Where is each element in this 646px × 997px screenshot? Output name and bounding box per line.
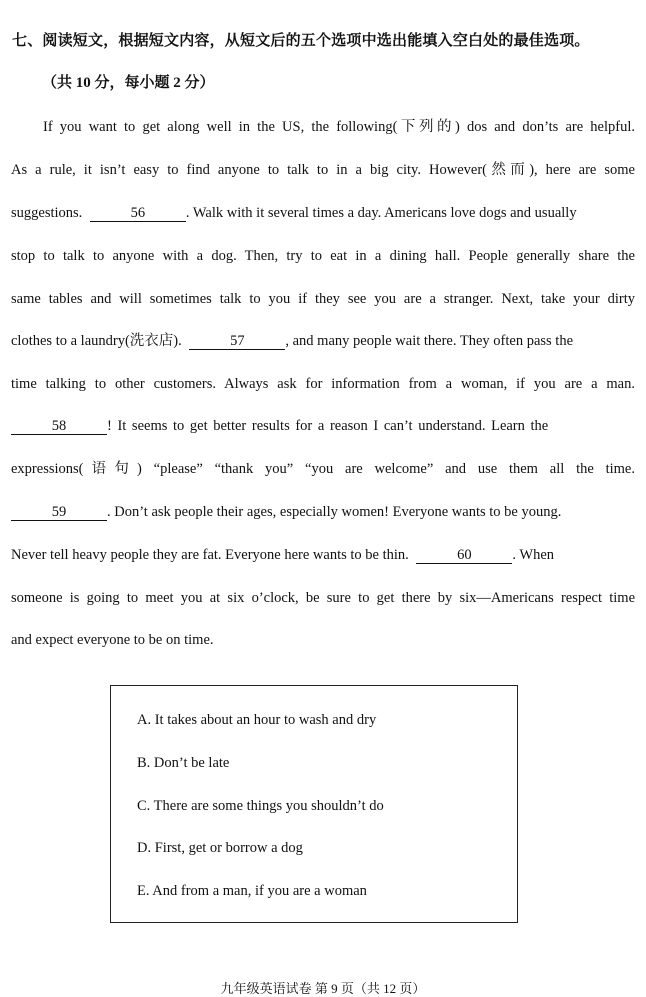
passage-line-9: expressions(语句) “please” “thank you” “you are welcome” and use them all the time. xyxy=(11,461,635,477)
option-e: E. And from a man, if you are a woman xyxy=(137,883,367,899)
passage-line-1 xyxy=(43,117,635,137)
passage-text: If you want to get along well in the US, the following(下列的) dos and don’ts are helpful. xyxy=(43,119,635,135)
section-title: 七、阅读短文，根据短文内容，从短文后的五个选项中选出能填入空白处的最佳选项。 xyxy=(12,33,590,49)
blank-56: 56 xyxy=(90,205,186,222)
option-d: D. First, get or borrow a dog xyxy=(137,840,303,856)
options-box xyxy=(110,685,518,923)
passage-line-4: stop to talk to anyone with a dog. Then, try to eat in a dining hall. People generally share the xyxy=(11,248,635,264)
page-footer: 九年级英语试卷 第 9 页（共 12 页） xyxy=(220,981,426,996)
blank-58: 58 xyxy=(11,418,107,435)
section-score-note: （共 10 分，每小题 2 分） xyxy=(42,75,215,91)
blank-60: 60 xyxy=(416,547,512,564)
passage-line-7: time talking to other customers. Always ask for information from a woman, if you are a man. xyxy=(11,376,635,392)
passage-line-11 xyxy=(11,545,635,565)
passage-text: ! It seems to get better results for a reason I can’t understand. Learn the xyxy=(107,418,549,434)
passage-line-2: As a rule, it isn’t easy to find anyone to talk to in a big city. However(然而), here are some xyxy=(11,162,635,178)
option-c: C. There are some things you shouldn’t do xyxy=(137,798,384,814)
passage-text: . Don’t ask people their ages, especially women! Everyone wants to be young. xyxy=(107,504,562,520)
passage-line-13: and expect everyone to be on time. xyxy=(11,632,214,648)
passage-line-8 xyxy=(11,416,635,436)
blank-59: 59 xyxy=(11,504,107,521)
passage-line-10 xyxy=(11,502,635,522)
passage-text: . When xyxy=(512,547,555,563)
passage-text: , and many people wait there. They often pass the xyxy=(285,333,574,349)
blank-57: 57 xyxy=(189,333,285,350)
passage-text: clothes to a laundry(洗衣店). xyxy=(11,333,182,349)
option-a: A. It takes about an hour to wash and dry xyxy=(137,712,377,728)
passage-text: Never tell heavy people they are fat. Everyone here wants to be thin. xyxy=(11,547,409,563)
passage-line-3 xyxy=(11,203,635,223)
passage-line-6 xyxy=(11,331,635,351)
passage-text: suggestions. xyxy=(11,205,83,221)
passage-line-12: someone is going to meet you at six o’clock, be sure to get there by six—Americans respect time xyxy=(11,590,635,606)
option-b: B. Don’t be late xyxy=(137,755,230,771)
passage-line-5: same tables and will sometimes talk to you if they see you are a stranger. Next, take your dirty xyxy=(11,291,635,307)
passage-text: . Walk with it several times a day. Americans love dogs and usually xyxy=(185,205,577,221)
